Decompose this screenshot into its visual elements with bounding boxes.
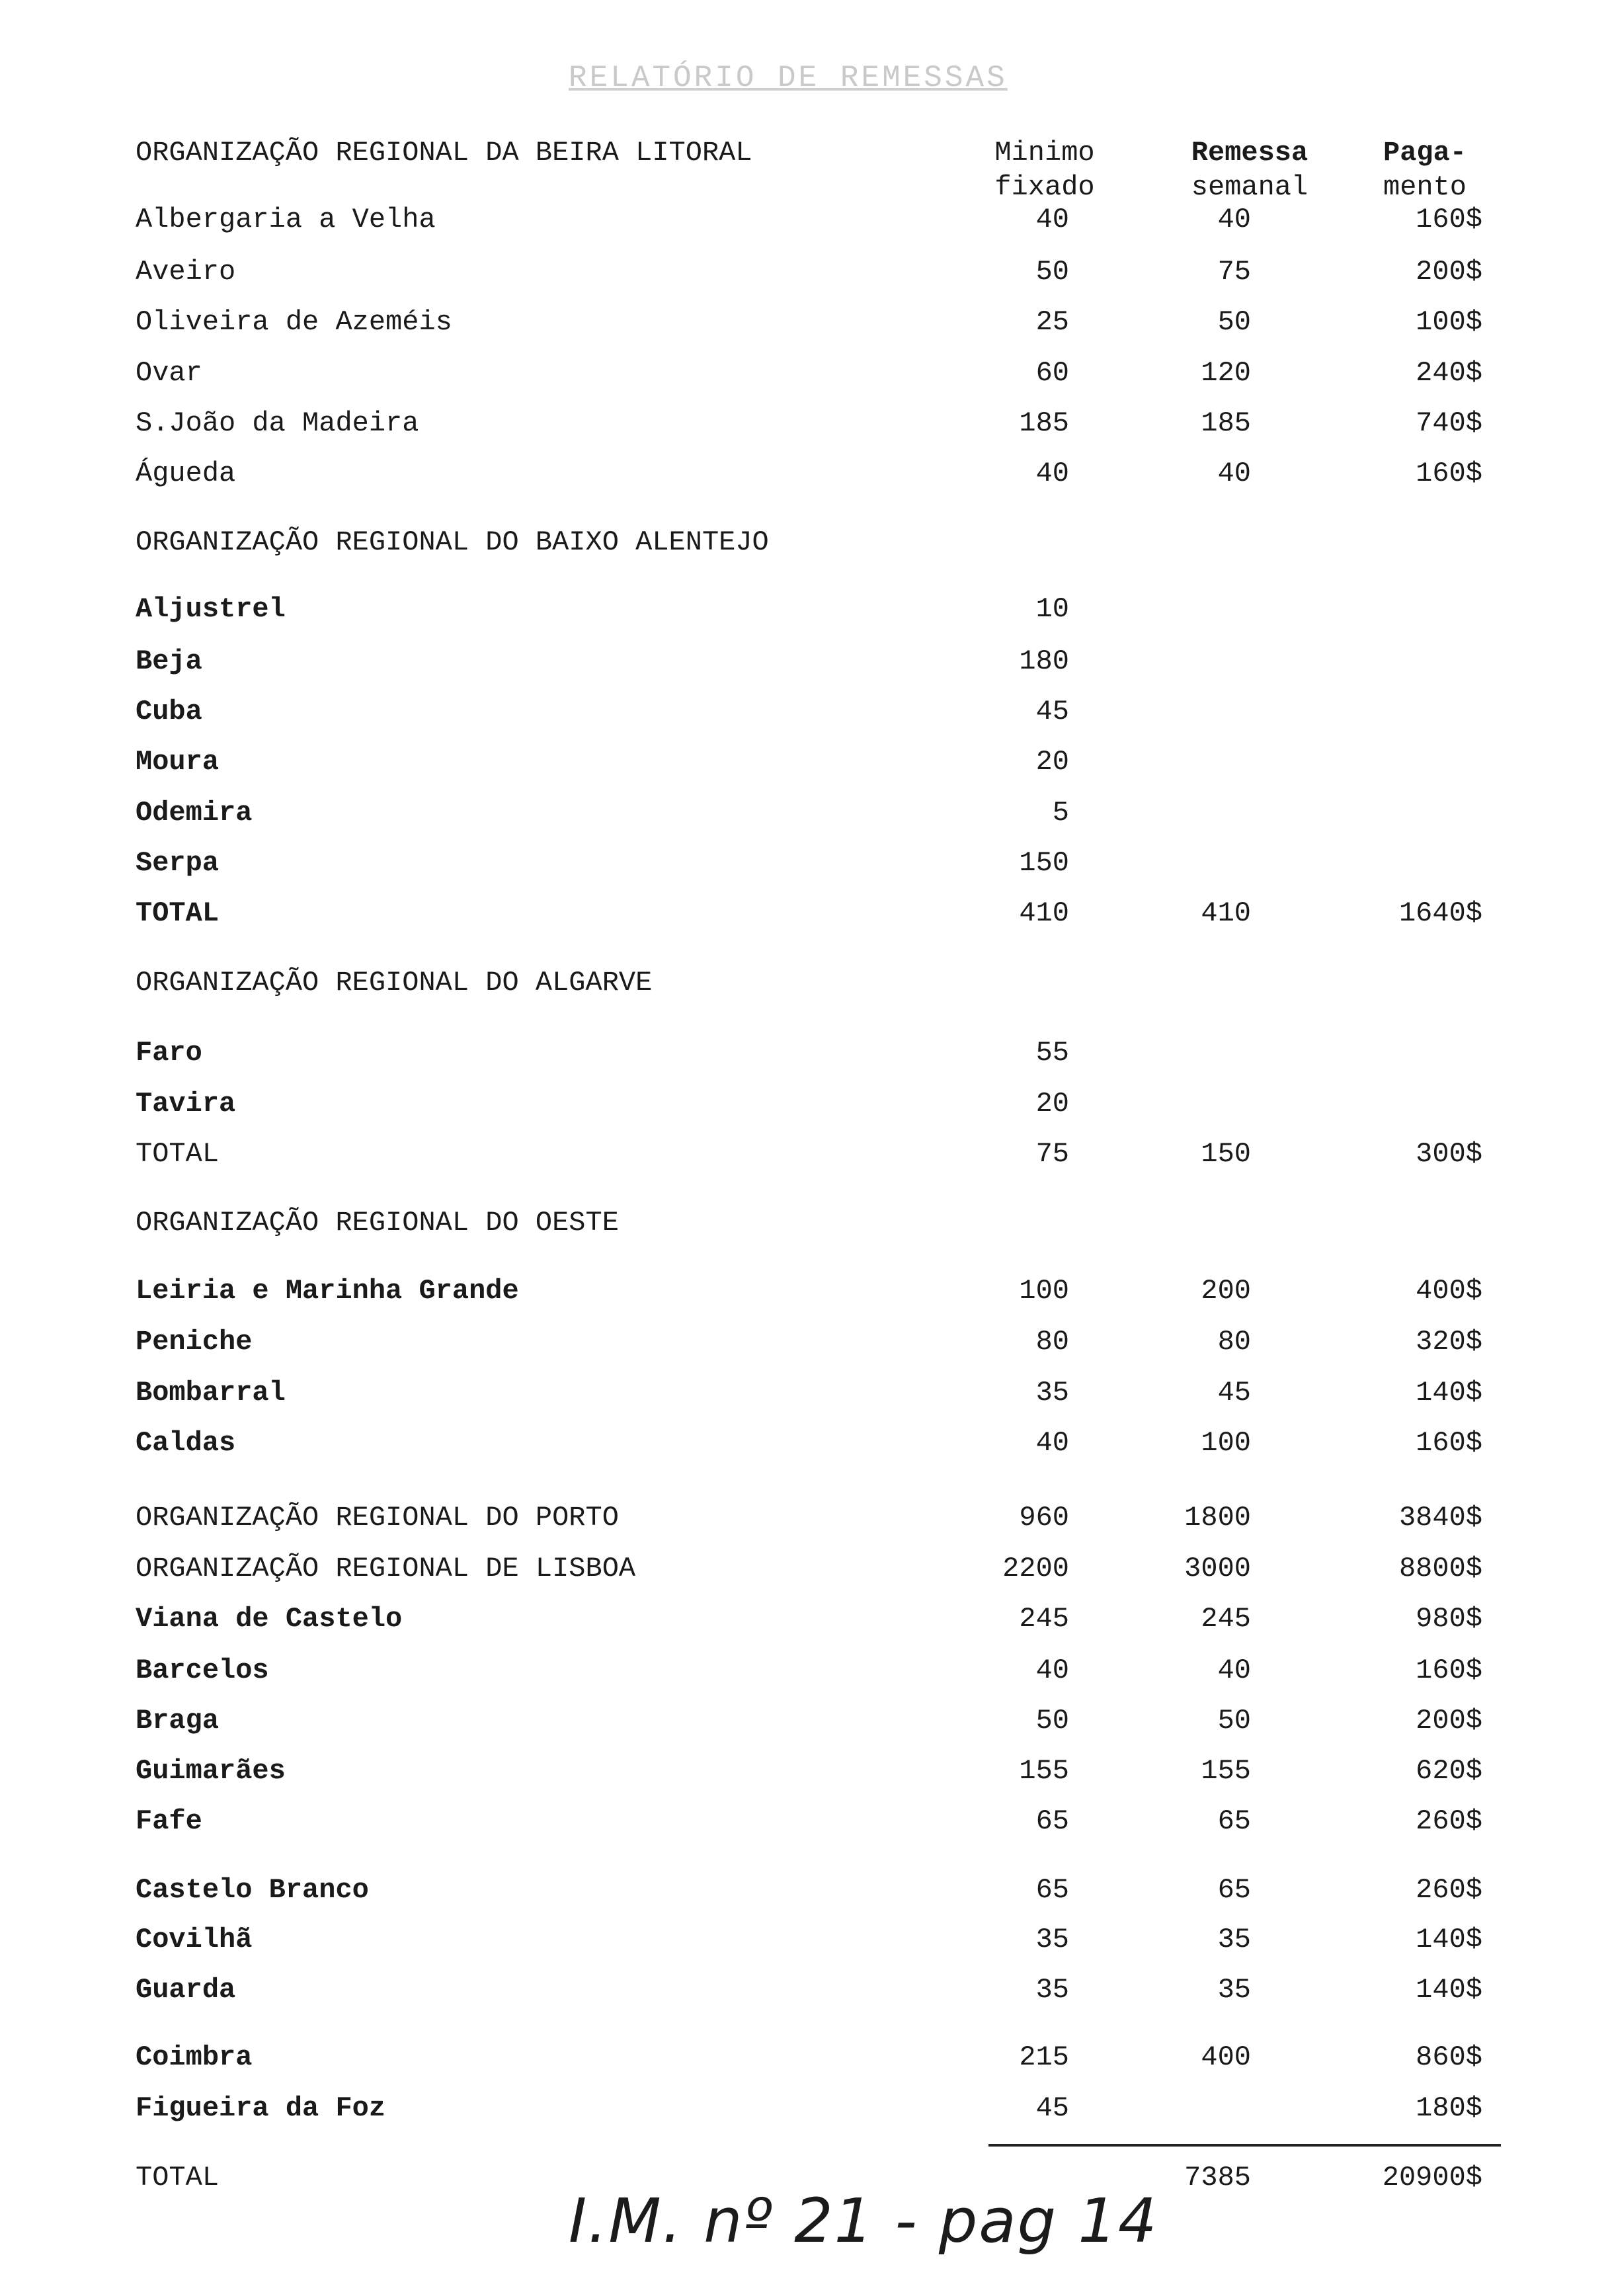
row-label: TOTAL (136, 2162, 220, 2194)
col-header-pagamento-line2: mento (1383, 171, 1467, 203)
remessa-value: 410 (1201, 897, 1251, 929)
pagamento-value: 260$ (1416, 1874, 1482, 1906)
minimo-value: 155 (1019, 1755, 1069, 1787)
pagamento-value: 740$ (1416, 407, 1482, 439)
minimo-value: 75 (1035, 1138, 1069, 1170)
minimo-value: 25 (1035, 306, 1069, 338)
minimo-value: 5 (1052, 797, 1069, 829)
total-rule (988, 2144, 1501, 2147)
minimo-value: 2200 (1002, 1553, 1069, 1584)
col-header-minimo-line2: fixado (994, 171, 1095, 203)
pagamento-value: 860$ (1416, 2041, 1482, 2073)
col-header-minimo (972, 136, 1117, 204)
row-label: Braga (136, 1705, 220, 1737)
minimo-value: 35 (1035, 1924, 1069, 1955)
minimo-value: 40 (1035, 458, 1069, 489)
pagamento-value: 8800$ (1398, 1553, 1482, 1584)
row-label: Beja (136, 645, 202, 677)
minimo-value: 65 (1035, 1874, 1069, 1906)
pagamento-value: 140$ (1416, 1924, 1482, 1955)
remessa-value: 40 (1217, 458, 1251, 489)
minimo-value: 40 (1035, 1427, 1069, 1459)
row-label: Viana de Castelo (136, 1603, 403, 1635)
row-label: Bombarral (136, 1377, 286, 1409)
minimo-value: 35 (1035, 1377, 1069, 1409)
minimo-value: 20 (1035, 1088, 1069, 1120)
remessa-value: 3000 (1184, 1553, 1251, 1584)
row-label: Faro (136, 1037, 202, 1069)
pagamento-value: 240$ (1416, 357, 1482, 389)
row-label: Serpa (136, 847, 220, 879)
minimo-value: 180 (1019, 645, 1069, 677)
pagamento-value: 20900$ (1382, 2162, 1482, 2194)
remessa-value: 50 (1217, 1705, 1251, 1737)
minimo-value: 100 (1019, 1275, 1069, 1307)
section-heading: ORGANIZAÇÃO REGIONAL DO BAIXO ALENTEJO (136, 526, 769, 558)
minimo-value: 55 (1035, 1037, 1069, 1069)
faded-header-text: RELATÓRIO DE REMESSAS (569, 61, 1008, 95)
col-header-pagamento-line1: Paga- (1383, 137, 1467, 169)
row-label: Covilhã (136, 1924, 253, 1955)
section-heading: ORGANIZAÇÃO REGIONAL DE LISBOA (136, 1553, 636, 1584)
minimo-value: 40 (1035, 1655, 1069, 1686)
remessa-value: 100 (1201, 1427, 1251, 1459)
remessa-value: 65 (1217, 1874, 1251, 1906)
row-label: Guarda (136, 1974, 236, 2006)
row-label: S.João da Madeira (136, 407, 419, 439)
remessa-value: 7385 (1184, 2162, 1251, 2194)
row-label: Guimarães (136, 1755, 286, 1787)
col-header-minimo-line1: Minimo (994, 137, 1095, 169)
minimo-value: 45 (1035, 696, 1069, 727)
remessa-value: 185 (1201, 407, 1251, 439)
minimo-value: 50 (1035, 256, 1069, 288)
pagamento-value: 320$ (1416, 1326, 1482, 1358)
remessa-value: 65 (1217, 1805, 1251, 1837)
minimo-value: 60 (1035, 357, 1069, 389)
remessa-value: 35 (1217, 1974, 1251, 2006)
row-label: Albergaria a Velha (136, 204, 436, 235)
remessa-value: 400 (1201, 2041, 1251, 2073)
minimo-value: 65 (1035, 1805, 1069, 1837)
row-label: Leiria e Marinha Grande (136, 1275, 519, 1307)
section-heading: ORGANIZAÇÃO REGIONAL DA BEIRA LITORAL (136, 137, 752, 169)
minimo-value: 410 (1019, 897, 1069, 929)
remessa-value: 120 (1201, 357, 1251, 389)
minimo-value: 45 (1035, 2092, 1069, 2124)
pagamento-value: 160$ (1416, 458, 1482, 489)
row-label: Aljustrel (136, 593, 286, 625)
row-label: Fafe (136, 1805, 202, 1837)
row-label: Cuba (136, 696, 202, 727)
pagamento-value: 1640$ (1398, 897, 1482, 929)
col-header-pagamento (1362, 136, 1488, 204)
pagamento-value: 300$ (1416, 1138, 1482, 1170)
row-label: Coimbra (136, 2041, 253, 2073)
pagamento-value: 160$ (1416, 204, 1482, 235)
minimo-value: 80 (1035, 1326, 1069, 1358)
pagamento-value: 400$ (1416, 1275, 1482, 1307)
row-label: Oliveira de Azeméis (136, 306, 452, 338)
handwritten-page-reference: I.M. nº 21 - pag 14 (569, 2186, 1158, 2256)
section-heading: ORGANIZAÇÃO REGIONAL DO PORTO (136, 1502, 619, 1534)
row-label: Odemira (136, 797, 253, 829)
remessa-value: 150 (1201, 1138, 1251, 1170)
remessa-value: 50 (1217, 306, 1251, 338)
pagamento-value: 200$ (1416, 1705, 1482, 1737)
remessa-value: 40 (1217, 204, 1251, 235)
minimo-value: 185 (1019, 407, 1069, 439)
minimo-value: 215 (1019, 2041, 1069, 2073)
remessa-value: 200 (1201, 1275, 1251, 1307)
pagamento-value: 140$ (1416, 1974, 1482, 2006)
remessa-value: 155 (1201, 1755, 1251, 1787)
pagamento-value: 3840$ (1398, 1502, 1482, 1534)
row-label: Tavira (136, 1088, 236, 1120)
row-label: Águeda (136, 458, 236, 489)
pagamento-value: 180$ (1416, 2092, 1482, 2124)
remessa-value: 45 (1217, 1377, 1251, 1409)
pagamento-value: 260$ (1416, 1805, 1482, 1837)
row-label: Peniche (136, 1326, 253, 1358)
section-heading: ORGANIZAÇÃO REGIONAL DO OESTE (136, 1207, 619, 1239)
col-header-remessa (1164, 136, 1336, 204)
minimo-value: 10 (1035, 593, 1069, 625)
remessa-value: 1800 (1184, 1502, 1251, 1534)
minimo-value: 40 (1035, 204, 1069, 235)
remessa-value: 245 (1201, 1603, 1251, 1635)
remessa-value: 35 (1217, 1924, 1251, 1955)
pagamento-value: 620$ (1416, 1755, 1482, 1787)
minimo-value: 960 (1019, 1502, 1069, 1534)
row-label: Aveiro (136, 256, 236, 288)
row-label: TOTAL (136, 897, 220, 929)
col-header-remessa-line2: semanal (1191, 171, 1308, 203)
minimo-value: 245 (1019, 1603, 1069, 1635)
col-header-remessa-line1: Remessa (1191, 137, 1308, 169)
minimo-value: 35 (1035, 1974, 1069, 2006)
row-label: Figueira da Foz (136, 2092, 386, 2124)
pagamento-value: 140$ (1416, 1377, 1482, 1409)
pagamento-value: 160$ (1416, 1655, 1482, 1686)
section-heading: ORGANIZAÇÃO REGIONAL DO ALGARVE (136, 967, 653, 999)
pagamento-value: 160$ (1416, 1427, 1482, 1459)
row-label: Barcelos (136, 1655, 269, 1686)
minimo-value: 50 (1035, 1705, 1069, 1737)
row-label: Ovar (136, 357, 202, 389)
pagamento-value: 100$ (1416, 306, 1482, 338)
row-label: TOTAL (136, 1138, 220, 1170)
pagamento-value: 200$ (1416, 256, 1482, 288)
pagamento-value: 980$ (1416, 1603, 1482, 1635)
row-label: Moura (136, 746, 220, 778)
row-label: Castelo Branco (136, 1874, 369, 1906)
row-label: Caldas (136, 1427, 236, 1459)
remessa-value: 80 (1217, 1326, 1251, 1358)
minimo-value: 20 (1035, 746, 1069, 778)
remessa-value: 75 (1217, 256, 1251, 288)
remessa-value: 40 (1217, 1655, 1251, 1686)
minimo-value: 150 (1019, 847, 1069, 879)
